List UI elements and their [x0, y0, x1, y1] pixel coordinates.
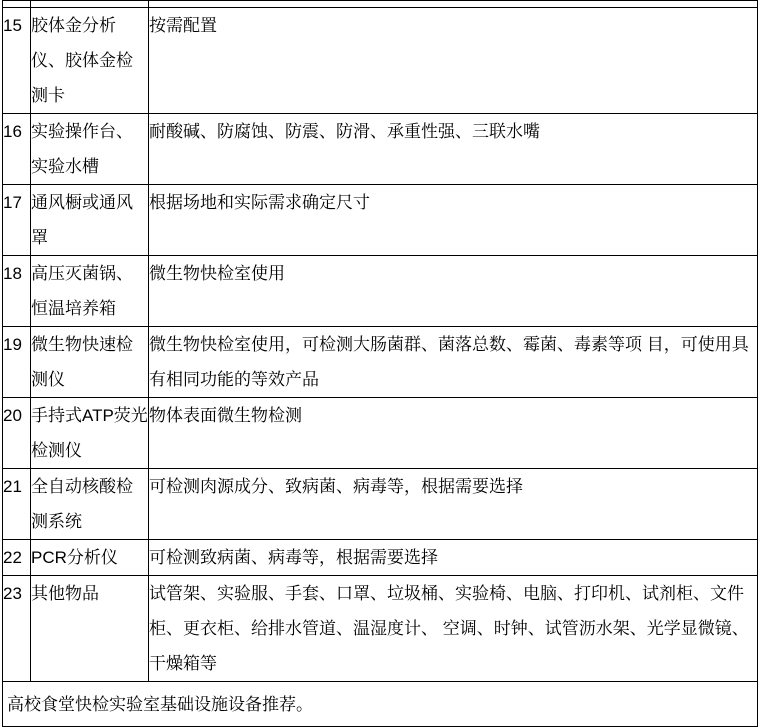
row-number: 22: [3, 540, 31, 576]
row-number: 23: [3, 576, 31, 682]
row-number: 20: [3, 398, 31, 469]
table-row: [3, 256, 758, 327]
equipment-name: 胶体金分析仪、胶体金检测卡: [31, 8, 149, 114]
equipment-name: 高压灭菌锅、恒温培养箱: [31, 256, 149, 327]
equipment-desc: 物体表面微生物检测: [149, 398, 758, 469]
equipment-name: 全自动核酸检测系统: [31, 469, 149, 540]
equipment-name: 手持式ATP荧光检测仪: [31, 398, 149, 469]
table-row: [3, 576, 758, 682]
table-row: [3, 327, 758, 398]
equipment-desc: 根据场地和实际需求确定尺寸: [149, 185, 758, 256]
table-row: [3, 8, 758, 114]
table-row: [3, 398, 758, 469]
equipment-name: 其他物品: [31, 576, 149, 682]
partial-cell-name: [31, 1, 149, 8]
equipment-name: 微生物快速检测仪: [31, 327, 149, 398]
partial-row-top: [3, 1, 758, 8]
row-number: 19: [3, 327, 31, 398]
table-row: [3, 114, 758, 185]
row-number: 17: [3, 185, 31, 256]
equipment-desc: 试管架、实验服、手套、口罩、垃圾桶、实验椅、电脑、打印机、试剂柜、文件柜、更衣柜、给排水管道、温湿度计、 空调、时钟、试管沥水架、光学显微镜、干燥箱等: [149, 576, 758, 682]
table-footer-row: [3, 682, 758, 727]
equipment-table: [2, 0, 758, 727]
table-row: [3, 469, 758, 540]
partial-cell-number: [3, 1, 31, 8]
equipment-name: 实验操作台、实验水槽: [31, 114, 149, 185]
equipment-desc: 微生物快检室使用: [149, 256, 758, 327]
table-row: [3, 185, 758, 256]
row-number: 21: [3, 469, 31, 540]
row-number: 18: [3, 256, 31, 327]
equipment-table-body: [3, 1, 758, 727]
table-row: [3, 540, 758, 576]
equipment-desc: 耐酸碱、防腐蚀、防震、防滑、承重性强、三联水嘴: [149, 114, 758, 185]
equipment-desc: 可检测肉源成分、致病菌、病毒等，根据需要选择: [149, 469, 758, 540]
equipment-desc: 按需配置: [149, 8, 758, 114]
footer-note: 高校食堂快检实验室基础设施设备推荐。: [3, 682, 758, 727]
partial-cell-desc: [149, 1, 758, 8]
equipment-desc: 可检测致病菌、病毒等，根据需要选择: [149, 540, 758, 576]
equipment-name: 通风橱或通风罩: [31, 185, 149, 256]
row-number: 15: [3, 8, 31, 114]
equipment-name: PCR分析仪: [31, 540, 149, 576]
equipment-desc: 微生物快检室使用，可检测大肠菌群、菌落总数、霉菌、毒素等项 目，可使用具有相同功能的等效产品: [149, 327, 758, 398]
row-number: 16: [3, 114, 31, 185]
